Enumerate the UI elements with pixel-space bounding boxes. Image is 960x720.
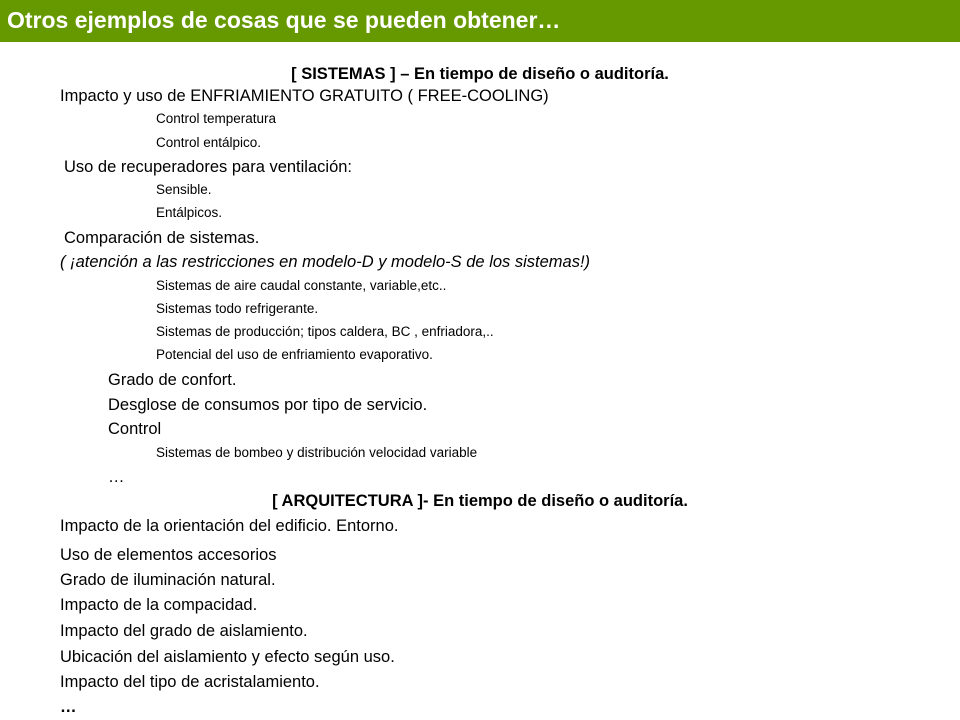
control-entalpico-item: Control entálpico. bbox=[156, 135, 262, 150]
compacidad-item: Impacto de la compacidad. bbox=[60, 596, 258, 614]
confort-item: Grado de confort. bbox=[108, 371, 237, 389]
produccion-item: Sistemas de producción; tipos caldera, BC , enfriadora,.. bbox=[156, 324, 494, 339]
slide-title: Otros ejemplos de cosas que se pueden obtener… bbox=[7, 7, 561, 33]
title-bar bbox=[0, 0, 960, 42]
comparacion-item: Comparación de sistemas. bbox=[64, 229, 260, 247]
bombeo-item: Sistemas de bombeo y distribución velocidad variable bbox=[156, 445, 478, 460]
accesorios-item: Uso de elementos accesorios bbox=[60, 546, 277, 564]
ubicacion-aislamiento-item: Ubicación del aislamiento y efecto según uso. bbox=[60, 648, 395, 666]
aislamiento-item: Impacto del grado de aislamiento. bbox=[60, 622, 308, 640]
sistemas-ellipsis: … bbox=[108, 468, 125, 486]
sistemas-heading: [ SISTEMAS ] – En tiempo de diseño o auditoría. bbox=[291, 65, 669, 83]
control-temperatura-item: Control temperatura bbox=[156, 111, 277, 126]
entalpicos-item: Entálpicos. bbox=[156, 205, 223, 220]
todo-refrigerante-item: Sistemas todo refrigerante. bbox=[156, 301, 319, 316]
acristalamiento-item: Impacto del tipo de acristalamiento. bbox=[60, 673, 320, 691]
orientacion-item: Impacto de la orientación del edificio. Entorno. bbox=[60, 517, 399, 535]
evaporativo-item: Potencial del uso de enfriamiento evaporativo. bbox=[156, 347, 433, 362]
atencion-note: ( ¡atención a las restricciones en modelo-D y modelo-S de los sistemas!) bbox=[60, 253, 591, 271]
arquitectura-ellipsis: … bbox=[60, 698, 77, 716]
arquitectura-heading: [ ARQUITECTURA ]- En tiempo de diseño o auditoría. bbox=[272, 492, 688, 510]
desglose-item: Desglose de consumos por tipo de servicio. bbox=[108, 396, 428, 414]
iluminacion-item: Grado de iluminación natural. bbox=[60, 571, 276, 589]
aire-caudal-item: Sistemas de aire caudal constante, variable,etc.. bbox=[156, 278, 447, 293]
control-item: Control bbox=[108, 420, 162, 438]
recuperadores-item: Uso de recuperadores para ventilación: bbox=[64, 158, 353, 176]
sensible-item: Sensible. bbox=[156, 182, 212, 197]
free-cooling-item: Impacto y uso de ENFRIAMIENTO GRATUITO ( FREE-COOLING) bbox=[60, 87, 549, 105]
